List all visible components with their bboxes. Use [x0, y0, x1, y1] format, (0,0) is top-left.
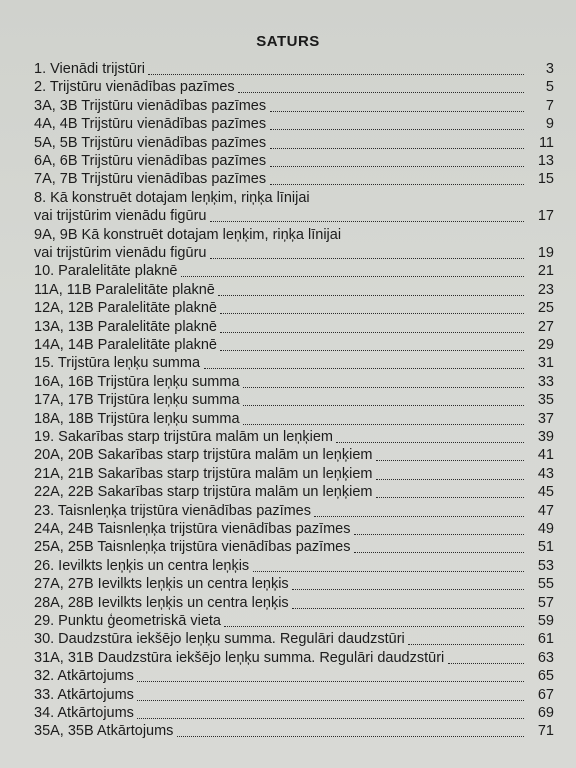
dot-leader	[137, 700, 524, 701]
toc-entry-title: 14A, 14B Paralelitāte plaknē	[34, 337, 217, 353]
page-number: 7	[545, 97, 554, 114]
toc-entry-title: 29. Punktu ģeometriskā vieta	[34, 613, 221, 629]
toc-entry	[34, 520, 554, 539]
page-number: 13	[537, 153, 554, 169]
toc-entry	[34, 170, 554, 189]
toc-entry	[34, 299, 554, 318]
toc-entry-title: 3A, 3B Trijstūru vienādības pazīmes	[34, 97, 267, 114]
page-number: 41	[537, 447, 554, 464]
toc-entry-title: 18A, 18B Trijstūra leņķu summa	[34, 410, 240, 427]
toc-entry-title: 13A, 13B Paralelitāte plaknē	[34, 318, 217, 335]
toc-entry-title: 35A, 35B Atkārtojums	[34, 723, 174, 740]
toc-entry	[34, 502, 554, 521]
dot-leader	[376, 460, 524, 461]
page-number: 25	[537, 300, 554, 317]
toc-entry	[34, 152, 554, 171]
toc-entry	[34, 207, 554, 226]
page-number: 17	[537, 208, 554, 225]
toc-entry	[34, 134, 554, 153]
toc-entry	[34, 410, 554, 429]
dot-leader	[204, 368, 524, 369]
toc-entry	[34, 704, 554, 723]
toc-entry	[34, 336, 554, 355]
dot-leader	[253, 571, 524, 572]
toc-entry	[34, 686, 554, 705]
dot-leader	[408, 644, 524, 645]
toc-entry-title: 11A, 11B Paralelitāte plaknē	[34, 281, 215, 298]
page-number: 33	[537, 373, 554, 390]
toc-entry-title: 15. Trijstūra leņķu summa	[34, 355, 201, 372]
toc-entry	[34, 97, 554, 116]
page-number: 47	[537, 502, 554, 519]
toc-entry	[34, 354, 554, 373]
dot-leader	[210, 258, 524, 259]
page-number: 27	[537, 318, 554, 335]
toc-entry	[34, 281, 554, 300]
toc-entry-line: 9A, 9B Kā konstruēt dotajam leņķim, riņķa līnijai	[34, 226, 342, 243]
dot-leader	[270, 166, 524, 167]
page-number: 19	[537, 245, 554, 261]
dot-leader	[243, 424, 524, 425]
toc-entry-title: 19. Sakarības starp trijstūra malām un leņķiem	[34, 429, 333, 445]
toc-entry-title: 26. Ievilkts leņķis un centra leņķis	[34, 557, 250, 574]
toc-entry	[34, 244, 554, 263]
dot-leader	[376, 497, 524, 498]
dot-leader	[220, 350, 524, 351]
page-number: 21	[537, 263, 554, 280]
page-number: 57	[537, 594, 554, 611]
page-number: 37	[537, 410, 554, 427]
toc-entry	[34, 630, 554, 649]
toc-entry	[34, 722, 554, 741]
dot-leader	[314, 516, 524, 517]
toc-entry-title: 27A, 27B Ievilkts leņķis un centra leņķis	[34, 576, 289, 593]
page-number: 43	[537, 465, 554, 482]
toc-entry-title: vai trijstūrim vienādu figūru	[34, 208, 207, 225]
toc-entry	[34, 391, 554, 410]
toc-entry	[34, 557, 554, 576]
toc-entry	[34, 538, 554, 557]
page-number: 65	[537, 668, 554, 685]
toc-entry	[34, 649, 554, 668]
page-number: 15	[537, 171, 554, 188]
page-number: 63	[537, 649, 554, 666]
toc-entry	[34, 262, 554, 281]
toc-entry-title: 28A, 28B Ievilkts leņķis un centra leņķis	[34, 594, 289, 611]
toc-entry	[34, 667, 554, 686]
page-number: 5	[545, 79, 554, 96]
toc-entry	[34, 612, 554, 631]
toc-entry-title: 24A, 24B Taisnleņķa trijstūra vienādības pazīmes	[34, 521, 351, 537]
toc-entry	[34, 483, 554, 502]
page-number: 11	[538, 134, 554, 151]
toc-entry-title: 4A, 4B Trijstūru vienādības pazīmes	[34, 116, 267, 133]
toc-entry-title: 34. Atkārtojums	[34, 705, 134, 721]
dot-leader	[220, 313, 524, 314]
page-number: 29	[537, 337, 554, 353]
toc-entry-title: 32. Atkārtojums	[34, 668, 134, 685]
toc-entry	[34, 594, 554, 613]
page-number: 35	[537, 392, 554, 409]
toc-entry	[34, 575, 554, 594]
dot-leader	[354, 552, 524, 553]
toc-entry-title: 25A, 25B Taisnleņķa trijstūra vienādības pazīmes	[34, 539, 351, 556]
page-number: 49	[537, 521, 554, 537]
page-number: 59	[537, 613, 554, 629]
dot-leader	[210, 221, 524, 222]
toc-entry-title: 2. Trijstūru vienādības pazīmes	[34, 79, 235, 96]
page-number: 71	[537, 723, 554, 740]
page-number: 23	[537, 281, 554, 298]
page-number: 61	[537, 631, 554, 648]
dot-leader	[243, 387, 524, 388]
page-number: 3	[545, 61, 554, 77]
page-number: 9	[545, 116, 554, 133]
dot-leader	[292, 589, 524, 590]
toc-entry-line: 8. Kā konstruēt dotajam leņķim, riņķa līnijai	[34, 189, 310, 206]
page-number: 31	[537, 355, 554, 372]
toc-entry-title: 10. Paralelitāte plaknē	[34, 263, 178, 280]
toc-entry-title: 31A, 31B Daudzstūra iekšējo leņķu summa. Regulāri daudzstūri	[34, 649, 445, 666]
toc-entry-title: 30. Daudzstūra iekšējo leņķu summa. Regulāri daudzstūri	[34, 631, 405, 648]
toc-entry-title: 22A, 22B Sakarības starp trijstūra malām un leņķiem	[34, 484, 373, 501]
dot-leader	[270, 148, 524, 149]
toc-entry-title: 1. Vienādi trijstūri	[34, 61, 145, 77]
dot-leader	[137, 718, 524, 719]
toc-entry-title: 5A, 5B Trijstūru vienādības pazīmes	[34, 134, 267, 151]
dot-leader	[270, 111, 524, 112]
toc-entry	[34, 428, 554, 447]
dot-leader	[137, 681, 524, 682]
toc-entry-title: 7A, 7B Trijstūru vienādības pazīmes	[34, 171, 267, 188]
dot-leader	[354, 534, 524, 535]
page-number: 55	[537, 576, 554, 593]
toc-entry-title: 20A, 20B Sakarības starp trijstūra malām un leņķiem	[34, 447, 373, 464]
toc-entry-title: 6A, 6B Trijstūru vienādības pazīmes	[34, 153, 267, 169]
dot-leader	[292, 608, 524, 609]
toc-entry-title: 16A, 16B Trijstūra leņķu summa	[34, 373, 240, 390]
dot-leader	[218, 295, 524, 296]
dot-leader	[376, 479, 524, 480]
toc-entry	[34, 115, 554, 134]
toc-entry-title: 21A, 21B Sakarības starp trijstūra malām un leņķiem	[34, 465, 373, 482]
toc-entry	[34, 446, 554, 465]
dot-leader	[270, 129, 524, 130]
dot-leader	[238, 92, 524, 93]
toc-entry-title: 12A, 12B Paralelitāte plaknē	[34, 300, 217, 317]
page-number: 45	[537, 484, 554, 501]
dot-leader	[243, 405, 524, 406]
page-number: 67	[537, 686, 554, 703]
toc-entry	[34, 318, 554, 337]
toc-entry-title: 17A, 17B Trijstūra leņķu summa	[34, 392, 240, 409]
toc-title: SATURS	[256, 33, 320, 50]
dot-leader	[448, 663, 524, 664]
toc-entry-title: 33. Atkārtojums	[34, 686, 134, 703]
page-number: 53	[537, 557, 554, 574]
toc-entry-title: vai trijstūrim vienādu figūru	[34, 245, 207, 261]
dot-leader	[181, 276, 524, 277]
dot-leader	[177, 736, 524, 737]
page-number: 51	[537, 539, 554, 556]
toc-entry	[34, 78, 554, 97]
dot-leader	[148, 74, 524, 75]
dot-leader	[336, 442, 524, 443]
toc-entry	[34, 373, 554, 392]
toc-entry-title: 23. Taisnleņķa trijstūra vienādības pazīmes	[34, 502, 311, 519]
page-number: 69	[537, 705, 554, 721]
dot-leader	[270, 184, 524, 185]
toc-entry	[34, 60, 554, 79]
dot-leader	[224, 626, 524, 627]
page-number: 39	[537, 429, 554, 445]
toc-entry	[34, 465, 554, 484]
dot-leader	[220, 332, 524, 333]
